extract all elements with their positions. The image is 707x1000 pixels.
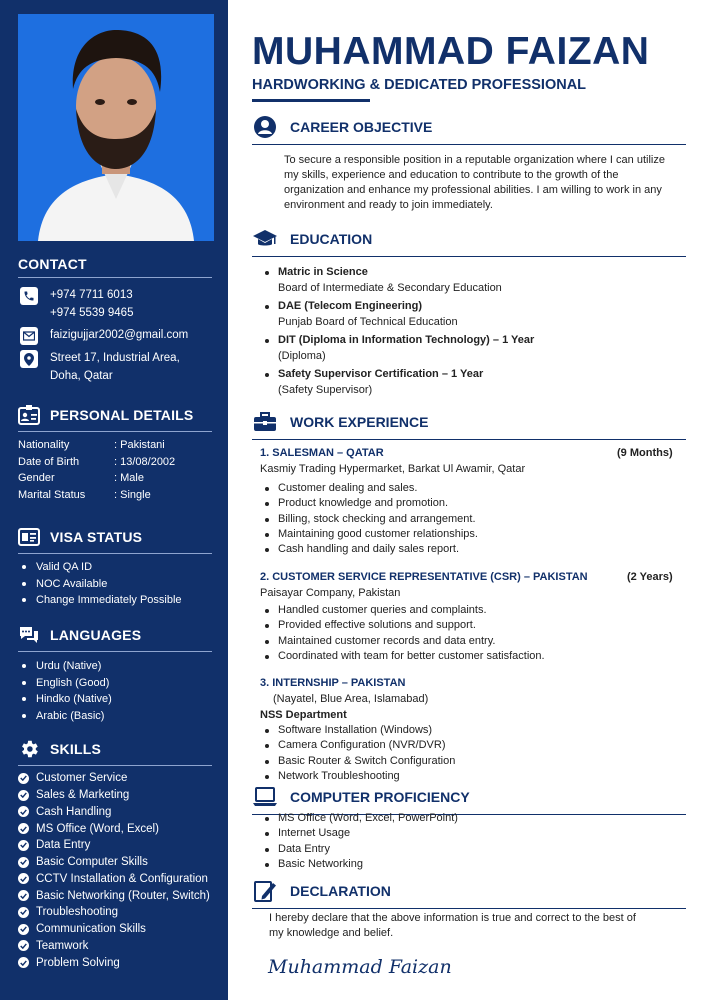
education-institution: Board of Intermediate & Secondary Education [278, 281, 502, 294]
table-row [18, 439, 175, 456]
declaration-heading [252, 879, 686, 909]
languages-label: LANGUAGES [50, 627, 142, 643]
list-item [18, 837, 210, 854]
list-item: Urdu (Native) [22, 658, 112, 675]
profile-photo [18, 14, 214, 241]
skill-label: MS Office (Word, Excel) [36, 822, 159, 835]
job-duties-list [262, 723, 455, 784]
computer-proficiency-list [262, 811, 458, 872]
check-circle-icon [18, 907, 29, 918]
check-circle-icon [18, 823, 29, 834]
address-row [20, 349, 180, 385]
list-item: Basic Router & Switch Configuration [262, 754, 455, 769]
dob-value: : 13/08/2002 [114, 455, 176, 468]
contact-heading-label: CONTACT [18, 256, 87, 272]
candidate-name: MUHAMMAD FAIZAN [252, 30, 650, 73]
job-company: Kasmiy Trading Hypermarket, Barkat Ul Awamir, Qatar [260, 463, 526, 475]
job-company: Paisayar Company, Pakistan [260, 587, 401, 599]
skills-label: SKILLS [50, 741, 101, 757]
list-item [18, 887, 210, 904]
skill-label: CCTV Installation & Configuration [36, 872, 208, 885]
list-item [18, 938, 210, 955]
check-circle-icon [18, 857, 29, 868]
declaration-line: my knowledge and belief. [269, 927, 394, 939]
user-circle-icon [252, 115, 278, 139]
gender-label: Gender [18, 472, 55, 484]
list-item: Hindko (Native) [22, 691, 112, 708]
list-item [18, 871, 210, 888]
skill-label: Basic Computer Skills [36, 856, 148, 869]
list-item [18, 904, 210, 921]
languages-list [22, 658, 112, 724]
list-item [262, 265, 534, 299]
phone-1[interactable]: +974 7711 6013 [50, 289, 133, 301]
graduation-cap-icon [252, 227, 278, 251]
list-item [262, 333, 534, 367]
personal-details-label: PERSONAL DETAILS [50, 407, 194, 423]
check-circle-icon [18, 790, 29, 801]
declaration-label: DECLARATION [290, 883, 391, 899]
job-duties-list [262, 603, 545, 664]
job-location: (Nayatel, Blue Area, Islamabad) [273, 693, 429, 705]
declaration-line: I hereby declare that the above information is true and correct to the best of [269, 912, 636, 924]
job-duration: (9 Months) [617, 447, 673, 459]
computer-proficiency-label: COMPUTER PROFICIENCY [290, 789, 470, 805]
gender-value: : Male [114, 472, 144, 484]
skills-list [18, 770, 210, 971]
list-item [18, 820, 210, 837]
skill-label: Communication Skills [36, 923, 146, 936]
visa-status-list [22, 559, 182, 609]
personal-details-heading [18, 404, 212, 432]
job-title: 1. SALESMAN – QATAR [260, 447, 384, 459]
job-duration: (2 Years) [627, 571, 673, 583]
check-circle-icon [18, 924, 29, 935]
list-item: Arabic (Basic) [22, 708, 112, 725]
job-duties-list [262, 481, 478, 557]
objective-line: To secure a responsible position in a reputable organization where I can utilize [284, 154, 665, 166]
passport-card-icon [18, 526, 40, 548]
objective-line: organization and enhance my professional abilities. I am willing to work in any [284, 184, 662, 196]
list-item: Maintaining good customer relationships. [262, 527, 478, 542]
skill-label: Basic Networking (Router, Switch) [36, 889, 210, 902]
education-title: Safety Supervisor Certification – 1 Year [278, 368, 484, 380]
job-department: NSS Department [260, 709, 347, 721]
list-item [18, 854, 210, 871]
check-circle-icon [18, 873, 29, 884]
contact-heading [18, 256, 212, 278]
list-item: Data Entry [262, 842, 458, 857]
list-item: Internet Usage [262, 826, 458, 841]
list-item: Provided effective solutions and support. [262, 618, 545, 633]
education-heading [252, 227, 686, 257]
list-item: Basic Networking [262, 857, 458, 872]
id-card-icon [18, 404, 40, 426]
marital-status-label: Marital Status [18, 488, 86, 501]
nationality-value: : Pakistani [114, 439, 165, 451]
skills-heading [18, 738, 212, 766]
list-item: Camera Configuration (NVR/DVR) [262, 738, 455, 753]
list-item: Valid QA ID [22, 559, 182, 576]
list-item [262, 367, 534, 401]
education-label: EDUCATION [290, 231, 373, 247]
marital-status-value: : Single [114, 488, 151, 501]
laptop-icon [252, 785, 278, 809]
list-item [18, 921, 210, 938]
personal-details-table [18, 439, 175, 505]
list-item [18, 787, 210, 804]
phone-2[interactable]: +974 5539 9465 [50, 307, 134, 319]
career-objective-text [284, 153, 665, 213]
sidebar [0, 0, 228, 1000]
skill-label: Sales & Marketing [36, 789, 130, 802]
nationality-label: Nationality [18, 439, 70, 451]
list-item: Handled customer queries and complaints. [262, 603, 545, 618]
candidate-subtitle: HARDWORKING & DEDICATED PROFESSIONAL [252, 77, 587, 93]
table-row [18, 472, 175, 489]
job-title: 3. INTERNSHIP – PAKISTAN [260, 677, 406, 689]
list-item [262, 299, 534, 333]
person-portrait-icon [18, 14, 214, 241]
address-line-1: Street 17, Industrial Area, [50, 352, 180, 364]
list-item: Coordinated with team for better customer satisfaction. [262, 649, 545, 664]
job-title: 2. CUSTOMER SERVICE REPRESENTATIVE (CSR) – PAKISTAN [260, 571, 588, 583]
list-item: Change Immediately Possible [22, 592, 182, 609]
objective-line: environment and ready to join immediately. [284, 199, 493, 211]
education-list [262, 265, 534, 401]
list-item [18, 770, 210, 787]
phone-icon [20, 287, 38, 305]
education-institution: Punjab Board of Technical Education [278, 315, 458, 328]
objective-line: my skills, experience and education to contribute to the growth of the [284, 169, 619, 181]
list-item: Software Installation (Windows) [262, 723, 455, 738]
chat-bubbles-icon [18, 624, 40, 646]
dob-label: Date of Birth [18, 455, 80, 468]
briefcase-icon [252, 410, 278, 434]
visa-status-heading [18, 526, 212, 554]
skill-label: Teamwork [36, 939, 89, 952]
languages-heading [18, 624, 212, 652]
skill-label: Problem Solving [36, 956, 120, 969]
list-item [18, 954, 210, 971]
list-item: NOC Available [22, 576, 182, 593]
signature: Muhammad Faizan [268, 956, 452, 978]
list-item: Cash handling and daily sales report. [262, 542, 478, 557]
list-item: Product knowledge and promotion. [262, 496, 478, 511]
list-item: Customer dealing and sales. [262, 481, 478, 496]
check-circle-icon [18, 806, 29, 817]
check-circle-icon [18, 840, 29, 851]
career-objective-label: CAREER OBJECTIVE [290, 119, 433, 135]
list-item [18, 804, 210, 821]
check-circle-icon [18, 890, 29, 901]
skill-label: Cash Handling [36, 805, 112, 818]
check-circle-icon [18, 940, 29, 951]
phone-row [20, 286, 133, 322]
skill-label: Data Entry [36, 839, 91, 852]
email-row [20, 326, 188, 345]
list-item: English (Good) [22, 675, 112, 692]
list-item: Network Troubleshooting [262, 769, 455, 784]
work-experience-heading [252, 410, 686, 440]
skill-label: Troubleshooting [36, 906, 119, 919]
location-pin-icon [20, 350, 38, 368]
check-circle-icon [18, 773, 29, 784]
education-institution: (Diploma) [278, 349, 326, 362]
table-row [18, 489, 175, 506]
declaration-text [269, 911, 636, 941]
career-objective-heading [252, 115, 686, 145]
education-institution: (Safety Supervisor) [278, 383, 373, 396]
email-link[interactable]: faizigujjar2002@gmail.com [50, 329, 189, 341]
visa-status-label: VISA STATUS [50, 529, 143, 545]
education-title: Matric in Science [278, 266, 368, 278]
work-experience-label: WORK EXPERIENCE [290, 414, 429, 430]
gear-icon [18, 738, 40, 760]
table-row [18, 456, 175, 473]
education-title: DAE (Telecom Engineering) [278, 300, 423, 312]
check-circle-icon [18, 957, 29, 968]
skill-label: Customer Service [36, 772, 128, 785]
list-item: Billing, stock checking and arrangement. [262, 512, 478, 527]
list-item: MS Office (Word, Excel, PowerPoint) [262, 811, 458, 826]
email-icon [20, 327, 38, 345]
list-item: Maintained customer records and data entry. [262, 634, 545, 649]
address-line-2: Doha, Qatar [50, 370, 113, 382]
education-title: DIT (Diploma in Information Technology) – 1 Year [278, 334, 535, 346]
edit-document-icon [252, 879, 278, 903]
subtitle-underline [252, 99, 370, 102]
